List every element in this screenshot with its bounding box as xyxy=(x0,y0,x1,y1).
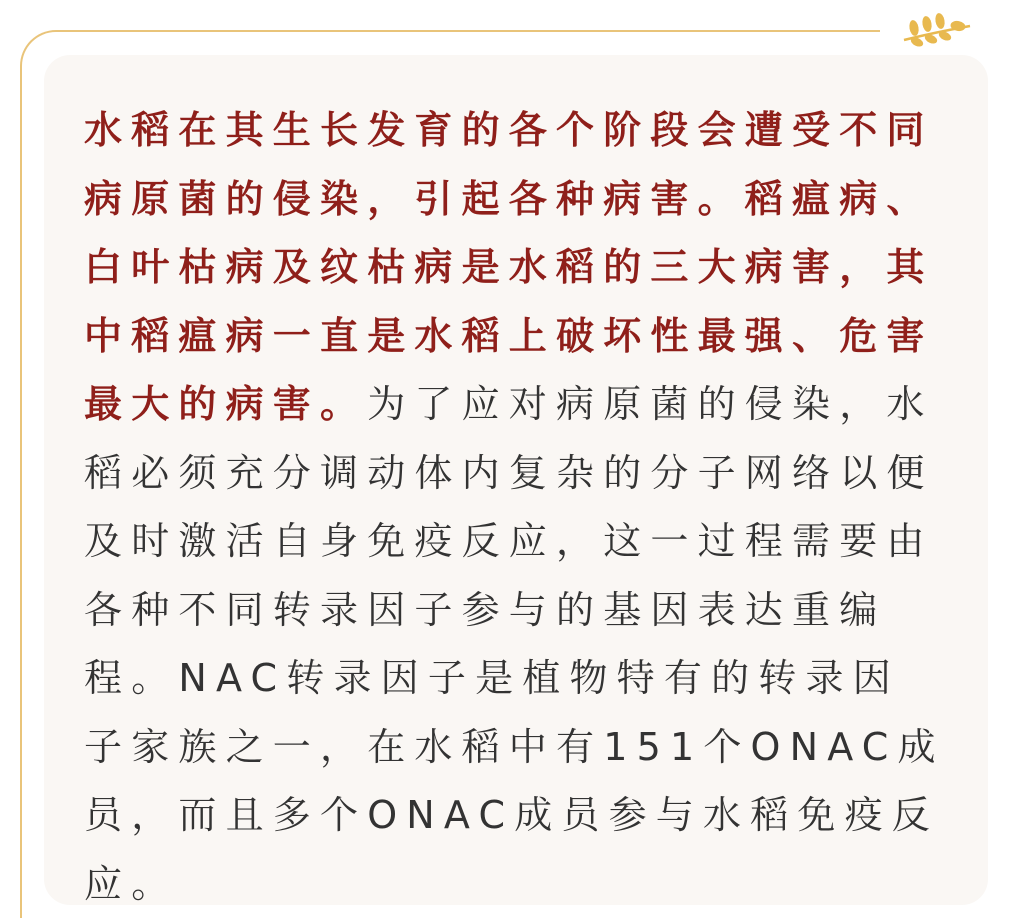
highlighted-text: 水稻在其生长发育的各个阶段会遭受不同病原菌的侵染，引起各种病害。稻瘟病、白叶枯病及纹枯病是水稻的三大病害，其中稻瘟病一直是水稻上破坏性最强、危害最大的病害。 xyxy=(84,108,934,426)
wheat-icon xyxy=(900,12,972,48)
body-text: 为了应对病原菌的侵染，水稻必须充分调动体内复杂的分子网络以便及时激活自身免疫反应，这一过程需要由各种不同转录因子参与的基因表达重编程。NAC转录因子是植物特有的转录因子家族之一，在水稻中有151个ONAC成员，而且多个ONAC成员参与水稻免疫反应。 xyxy=(84,382,945,906)
article-paragraph xyxy=(84,96,946,918)
